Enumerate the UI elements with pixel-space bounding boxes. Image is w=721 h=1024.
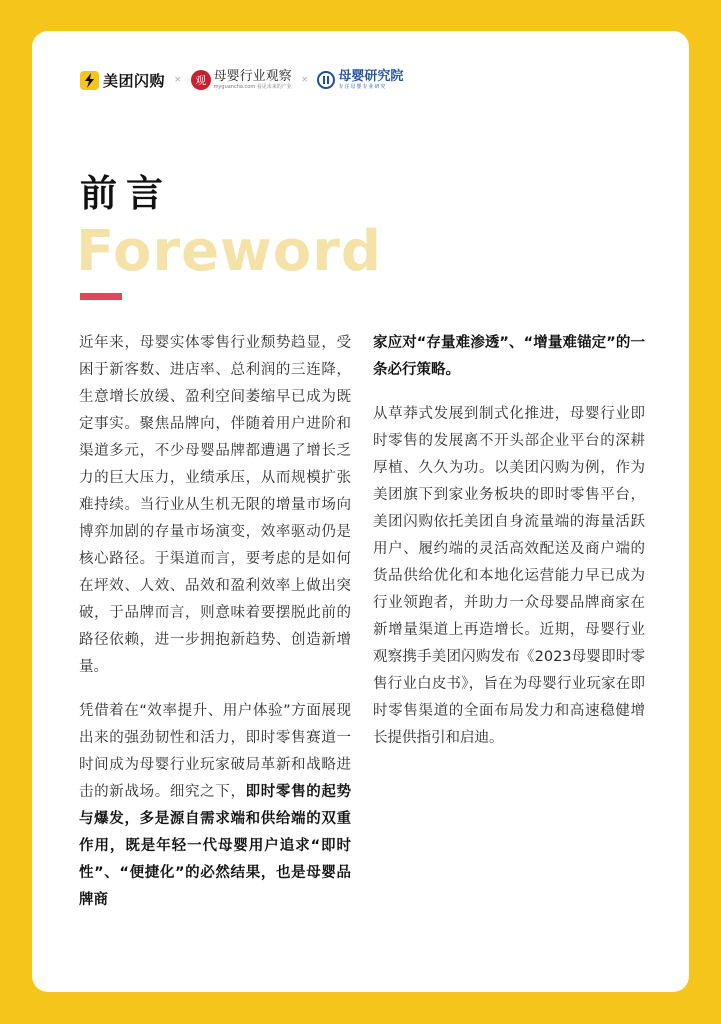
muying-yanjiuyuan-logo	[317, 70, 403, 90]
muying-guancha-logo	[191, 70, 292, 90]
page-title-en: Foreword	[76, 219, 382, 284]
left-paragraph-1: 近年来，母婴实体零售行业颓势趋显，受困于新客数、进店率、总利润的三连降，生意增长放缓、盈利空间萎缩早已成为既定事实。聚焦品牌向，伴随着用户进阶和渠道多元，不少母婴品牌都遭遇了增长乏力的巨大压力，业绩承压，从而规模扩张难持续。当行业从生机无限的增量市场向博弈加剧的存量市场演变，效率驱动仍是核心路径。于渠道而言，要考虑的是如何在坪效、人效、品效和盈利效率上做出突破，于品牌而言，则意味着要摆脱此前的路径依赖，进一步拥抱新趋势、创造新增量。	[79, 335, 351, 675]
page-card	[32, 31, 689, 992]
muying-yanjiuyuan-text: 母婴研究院	[338, 69, 404, 84]
right-column	[373, 330, 645, 769]
left-paragraph-2-normal: 凭借着在“效率提升、用户体验”方面展现出来的强劲韧性和活力，即时零售赛道一时间成为母婴行业玩家破局革新和战略进击的新战场。细究之下，	[79, 703, 351, 800]
meituan-shangou-text: 美团闪购	[103, 71, 166, 90]
left-paragraph-2	[79, 698, 351, 914]
logo-bar	[80, 69, 403, 91]
left-paragraph-2-bold: 即时零售的起势与爆发，多是源自需求端和供给端的双重作用，既是年轻一代母婴用户追求“即时性”、“便捷化”的必然结果，也是母婴品牌商	[79, 784, 352, 908]
page-title-cn: 前言	[80, 172, 172, 215]
muying-guancha-subtext: myguancha.com 看见未来的产业	[213, 84, 292, 90]
guan-seal-icon: 观	[191, 70, 211, 90]
logo-separator: ×	[300, 75, 309, 85]
right-paragraph-1: 家应对“存量难渗透”、“增量难锚定”的一条必行策略。	[373, 335, 645, 378]
left-column	[79, 330, 351, 931]
title-accent-bar	[80, 293, 122, 300]
muying-guancha-text: 母婴行业观察	[213, 69, 292, 84]
muying-yanjiuyuan-subtext: 专注母婴专业研究	[338, 84, 387, 90]
lightning-icon	[80, 71, 99, 90]
right-paragraph-2: 从草莽式发展到制式化推进，母婴行业即时零售的发展离不开头部企业平台的深耕厚植、久久为功。以美团闪购为例，作为美团旗下到家业务板块的即时零售平台，美团闪购依托美团自身流量端的海量活跃用户、履约端的灵活高效配送及商户端的货品供给优化和本地化运营能力早已成为行业领跑者，并助力一众母婴品牌商家在新增量渠道上再造增长。近期，母婴行业观察携手美团闪购发布《2023母婴即时零售行业白皮书》，旨在为母婴行业玩家在即时零售渠道的全面布局发力和高速稳健增长提供指引和启迪。	[373, 406, 645, 746]
logo-separator: ×	[174, 75, 182, 85]
research-institute-icon	[317, 71, 335, 89]
meituan-shangou-logo	[80, 70, 165, 91]
